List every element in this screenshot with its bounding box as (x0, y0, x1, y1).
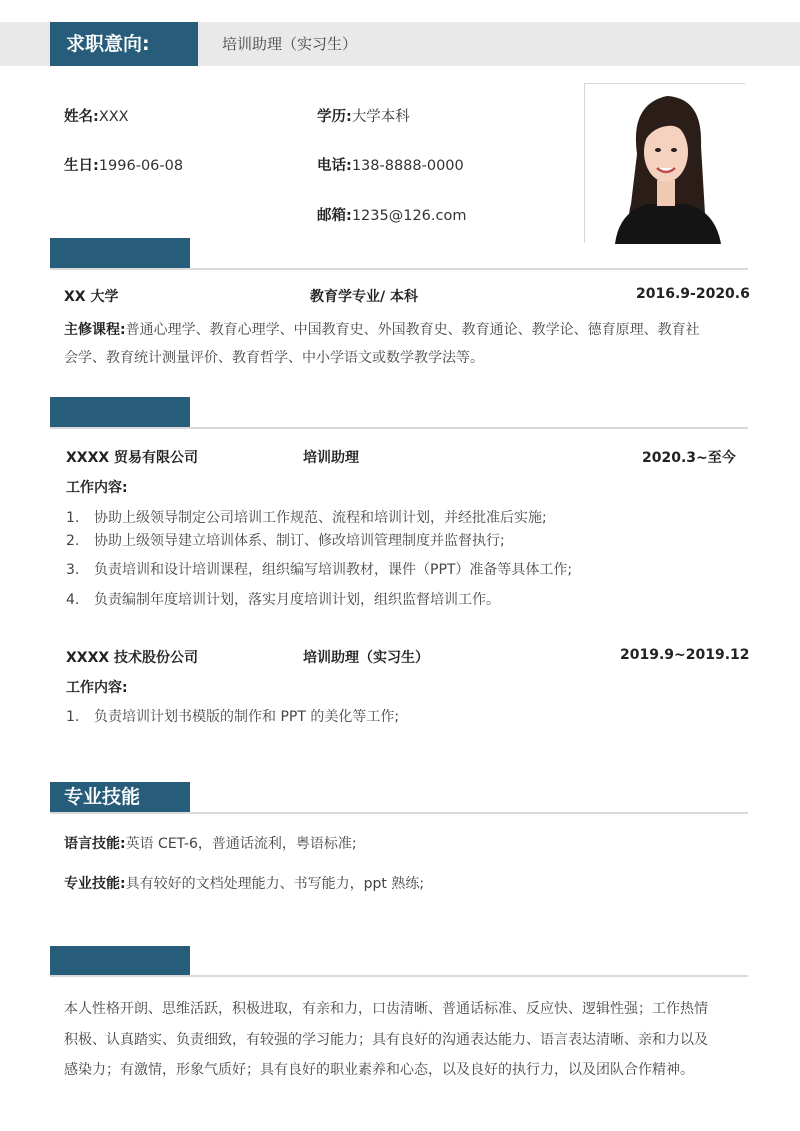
education-level-label: 学历: (317, 109, 352, 125)
self-evaluation-line-1: 本人性格开朗、思维活跃，积极进取，有亲和力，口齿清晰、普通话标准、反应快、逻辑性强；工作热情 (64, 1001, 708, 1017)
job-2-period: 2019.9~2019.12 (620, 647, 750, 663)
language-skills-text: 英语 CET-6，普通话流利，粤语标准; (125, 836, 357, 852)
birthday-value: 1996-06-08 (98, 158, 184, 174)
education-level-value: 大学本科 (351, 109, 410, 125)
language-skills (64, 833, 357, 853)
self-evaluation-section-tab (50, 946, 190, 976)
major: 教育学专业/ 本科 (310, 289, 418, 305)
job-1-duties-label: 工作内容: (66, 480, 128, 496)
self-evaluation-line-3: 感染力；有激情，形象气质好；具有良好的职业素养和心态，以及良好的执行力，以及团队合作精神。 (64, 1062, 694, 1078)
birthday-label: 生日: (64, 158, 99, 174)
email-label: 邮箱: (317, 208, 352, 224)
job-1-company: XXXX 贸易有限公司 (66, 450, 199, 466)
name-label: 姓名: (64, 109, 99, 125)
courses-text-2: 会学、教育统计测量评价、教育哲学、中小学语文或数学教学法等。 (64, 350, 484, 366)
skills-section-tab: 专业技能 (50, 782, 190, 812)
job-1-duty-1: 1. 协助上级领导制定公司培训工作规范、流程和培训计划，并经批准后实施; (66, 510, 547, 526)
professional-skills-label: 专业技能: (64, 876, 126, 892)
email-value: 1235@126.com (351, 208, 467, 224)
experience-section-tab (50, 397, 190, 427)
phone-value: 138-8888-0000 (351, 158, 464, 174)
job-2-duties-label: 工作内容: (66, 680, 128, 696)
job-1-duty-2: 2. 协助上级领导建立培训体系、制订、修改培训管理制度并监督执行; (66, 533, 505, 549)
objective-label: 求职意向: (50, 22, 198, 66)
job-1-title: 培训助理 (303, 450, 359, 466)
job-2-duty-1: 1. 负责培训计划书模版的制作和 PPT 的美化等工作; (66, 709, 400, 725)
name-row (64, 105, 129, 126)
job-2-title: 培训助理（实习生） (303, 650, 429, 666)
phone-row (317, 154, 464, 175)
education-section-tab (50, 238, 190, 268)
job-1-period: 2020.3~至今 (642, 450, 736, 466)
language-skills-label: 语言技能: (64, 836, 126, 852)
courses-text-1: 普通心理学、教育心理学、中国教育史、外国教育史、教育通论、教学论、德育原理、教育社 (125, 322, 700, 338)
objective-bar (0, 22, 800, 66)
courses-label: 主修课程: (64, 322, 126, 338)
experience-section-rule (50, 427, 748, 429)
profile-photo (584, 83, 745, 243)
phone-label: 电话: (317, 158, 352, 174)
professional-skills-text: 具有较好的文档处理能力、书写能力，ppt 熟练; (125, 876, 425, 892)
skills-section-rule (50, 812, 748, 814)
education-section-rule (50, 268, 748, 270)
education-level-row (317, 105, 410, 126)
job-2-company: XXXX 技术股份公司 (66, 650, 199, 666)
education-period: 2016.9-2020.6 (636, 286, 750, 302)
courses-line-1 (64, 319, 700, 339)
job-1-duty-3: 3. 负责培训和设计培训课程，组织编写培训教材，课件（PPT）准备等具体工作; (66, 562, 573, 578)
professional-skills (64, 873, 424, 893)
self-evaluation-line-2: 积极、认真踏实、负责细致，有较强的学习能力；具有良好的沟通表达能力、语言表达清晰、亲和力以及 (64, 1032, 708, 1048)
courses-line-2-clipped (64, 347, 754, 366)
portrait-image (585, 84, 746, 244)
birthday-row (64, 154, 183, 175)
job-1-duty-4: 4. 负责编制年度培训计划，落实月度培训计划，组织监督培训工作。 (66, 592, 500, 608)
school-name: XX 大学 (64, 289, 119, 305)
email-row-clipped (317, 200, 517, 224)
name-value: XXX (98, 109, 129, 125)
objective-value: 培训助理（实习生） (222, 35, 358, 53)
self-evaluation-section-rule (50, 975, 748, 977)
